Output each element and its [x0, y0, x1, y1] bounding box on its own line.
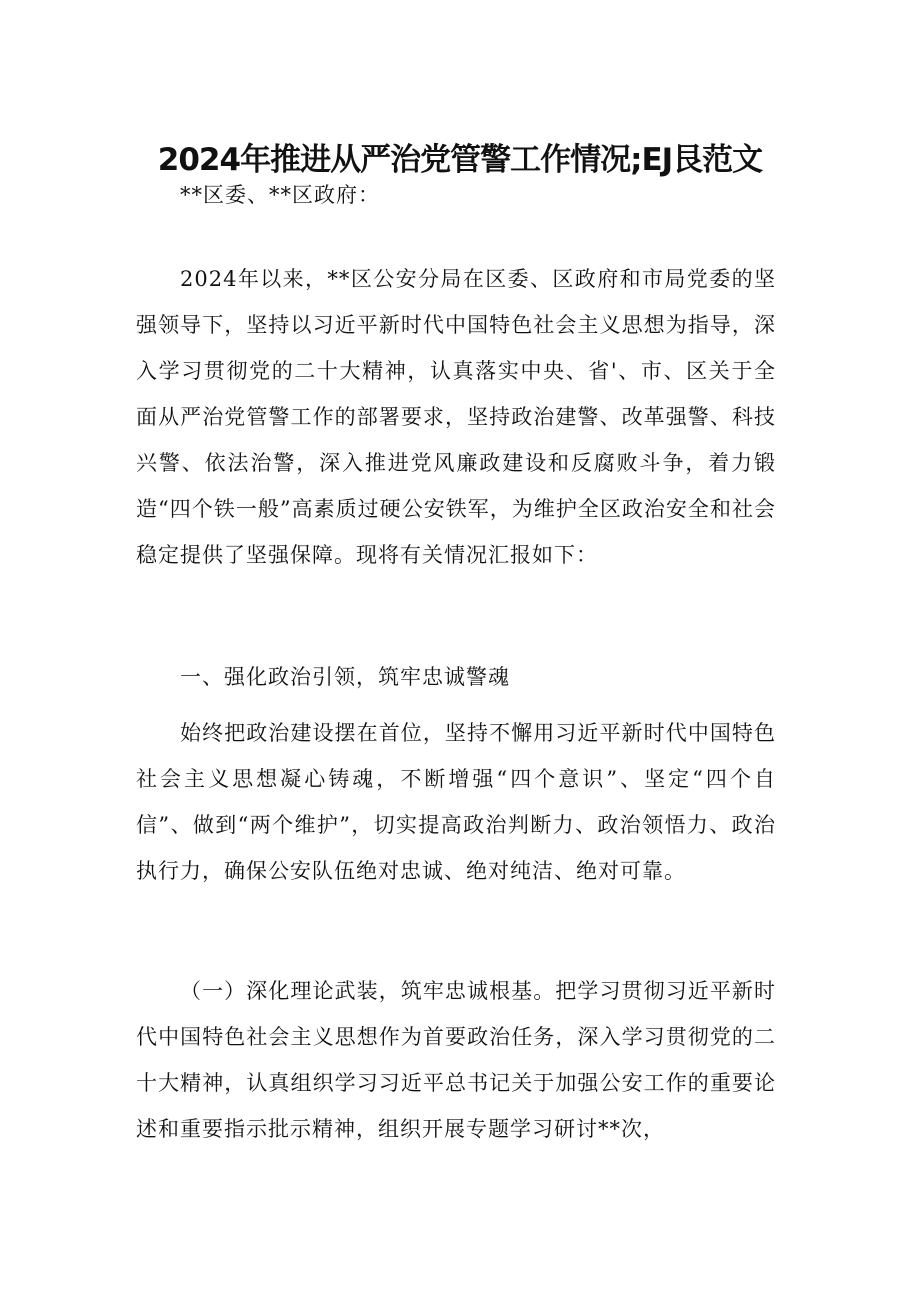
document-title: 2024年推进从严治党管警工作情况;EJ艮范文 — [157, 142, 763, 178]
intro-paragraph: 2024年以来，**区公安分局在区委、区政府和市局党委的坚强领导下，坚持以习近平新时代中国特色社会主义思想为指导，深入学习贯彻党的二十大精神，认真落实中央、省'、市、区关于全面从严治党管警工作的部署要求，坚持政治建警、改革强警、科技兴警、依法治警，深入推进党风廉政建设和反腐败斗争，着力锻造“四个铁一般”高素质过硬公安铁军，为维护全区政治安全和社会稳定提供了坚强保障。现将有关情况汇报如下： — [136, 267, 776, 567]
subsection-paragraph: （一）深化理论武装，筑牢忠诚根基。把学习贯彻习近平新时代中国特色社会主义思想作为首要政治任务，深入学习贯彻党的二十大精神，认真组织学习习近平总书记关于加强公安工作的重要论述和重要指示批示精神，组织开展专题学习研讨**次， — [136, 979, 776, 1141]
section-paragraph: 始终把政治建设摆在首位，坚持不懈用习近平新时代中国特色社会主义思想凝心铸魂，不断增强“四个意识”、坚定“四个自信”、做到“两个维护”，切实提高政治判断力、政治领悟力、政治执行力，确保公安队伍绝对忠诚、绝对纯洁、绝对可靠。 — [136, 721, 776, 883]
salutation: **区委、**区政府： — [180, 183, 380, 207]
section-heading: 一、强化政治引领，筑牢忠诚警魂 — [180, 665, 510, 689]
